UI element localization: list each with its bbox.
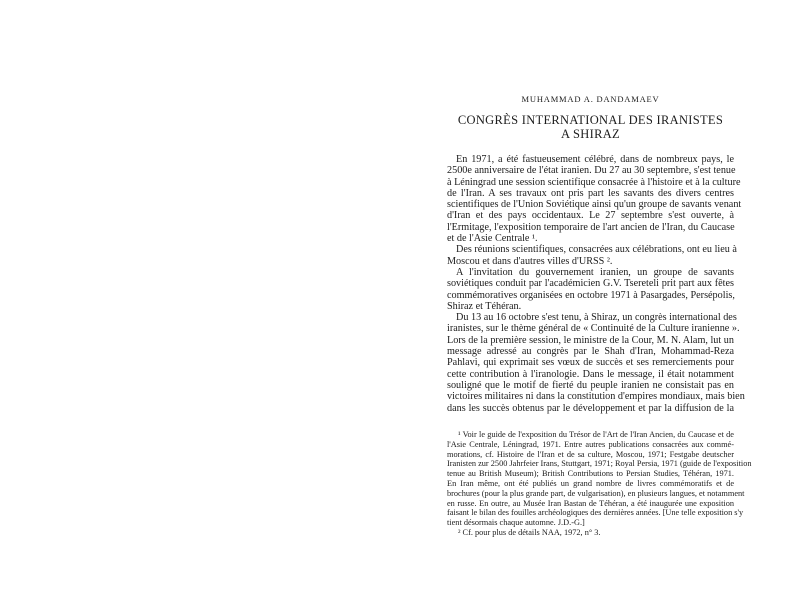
body-line: Shiraz et Téhéran.	[447, 300, 522, 312]
body-line: victoires militaires ni dans la constitution d'empires mondiaux, mais bien	[447, 391, 745, 403]
body-line: Du 13 au 16 octobre s'est tenu, à Shiraz, un congrès international des	[456, 312, 737, 324]
body-line: et de l'Asie Centrale ¹.	[447, 233, 538, 245]
body-line: Moscou et dans d'autres villes d'URSS ².	[447, 255, 613, 267]
body-line: Lors de la première session, le ministre de la Cour, M. N. Alam, lut un	[447, 334, 734, 346]
title-line-2: A SHIRAZ	[560, 127, 620, 141]
footnote-line: en russe. En outre, au Musée Iran Bastan de Téhéran, a été inaugurée une exposition	[447, 498, 734, 508]
body-line: Des réunions scientifiques, consacrées aux célébrations, ont eu lieu à	[456, 244, 737, 256]
running-header: MUHAMMAD A. DANDAMAEV	[521, 94, 660, 104]
footnote-line: brochures (pour la plus grande part, de vulgarisation), en plusieurs langues, et notamment	[447, 488, 745, 498]
body-line: iranistes, sur le thème général de « Continuité de la Culture iranienne ».	[447, 323, 740, 335]
body-line: soviétiques conduit par l'académicien G.V. Tsereteli prit part aux fêtes	[447, 278, 734, 290]
body-line: souligné que le motif de fierté du peuple iranien ne consistait pas en	[447, 379, 734, 391]
body-line: A l'invitation du gouvernement iranien, un groupe de savants	[456, 266, 734, 278]
body-line: 2500e anniversaire de l'état iranien. Du 27 au 30 septembre, s'est tenue	[447, 165, 736, 177]
footnotes	[447, 430, 752, 538]
footnote-line: ¹ Voir le guide de l'exposition du Trésor de l'Art de l'Iran Ancien, du Caucase et de	[458, 430, 734, 439]
body-line: message adressé au congrès par le Shah d'Iran, Mohammad-Reza	[447, 346, 734, 358]
footnote-line: morations, cf. Histoire de l'Iran et de sa culture, Moscou, 1971; Festgabe deutscher	[447, 449, 734, 459]
footnote-line: tient désormais chaque automne. J.D.-G.]	[447, 518, 585, 528]
title-line-1: CONGRÈS INTERNATIONAL DES IRANISTES	[457, 113, 724, 127]
body-line: Pahlavi, qui exprimait ses vœux de succès et ses remerciements pour	[447, 357, 734, 369]
body-line: scientifiques de l'Union Soviétique ainsi qu'un groupe de savants venant	[447, 199, 742, 211]
body-line: commémoratives organisées en octobre 1971 à Pasargades, Persépolis,	[447, 289, 735, 301]
body-line: l'Ermitage, l'exposition temporaire de l'art ancien de l'Iran, du Caucase	[447, 221, 735, 233]
footnote-line: faisant le bilan des fouilles archéologiques des dernières années. [Une telle exposition s'y	[447, 508, 744, 518]
body-line: à Léningrad une session scientifique consacrée à l'histoire et à la culture	[447, 176, 741, 188]
body-line: de l'Iran. A ses travaux ont pris part les savants des divers centres	[447, 187, 734, 199]
body-line: d'Iran et des pays occidentaux. Le 27 septembre s'est ouverte, à	[447, 210, 734, 222]
footnote-line: En Iran même, ont été publiés un grand nombre de livres commémoratifs et de	[447, 478, 734, 488]
article-body	[447, 154, 745, 414]
body-line: cette contribution à l'iranologie. Dans le message, il était notamment	[447, 368, 734, 380]
body-line: En 1971, a été fastueusement célébré, dans de nombreux pays, le	[456, 154, 734, 165]
footnote-line: ² Cf. pour plus de détails NAA, 1972, n° 3.	[458, 527, 601, 537]
body-line: dans les succès obtenus par le développement et par la diffusion de la	[447, 402, 734, 414]
footnote-line: tenue au British Museum); British Contributions to Persian Studies, Téhéran, 1971.	[447, 469, 734, 479]
footnote-line: Iranisten zur 2500 Jahrfeier Irans, Stuttgart, 1971; Royal Persia, 1971 (guide de l'exposition	[447, 459, 752, 469]
footnote-line: l'Asie Centrale, Léningrad, 1971. Entre autres publications consacrées aux commé-	[447, 439, 734, 449]
article-title	[447, 113, 734, 141]
